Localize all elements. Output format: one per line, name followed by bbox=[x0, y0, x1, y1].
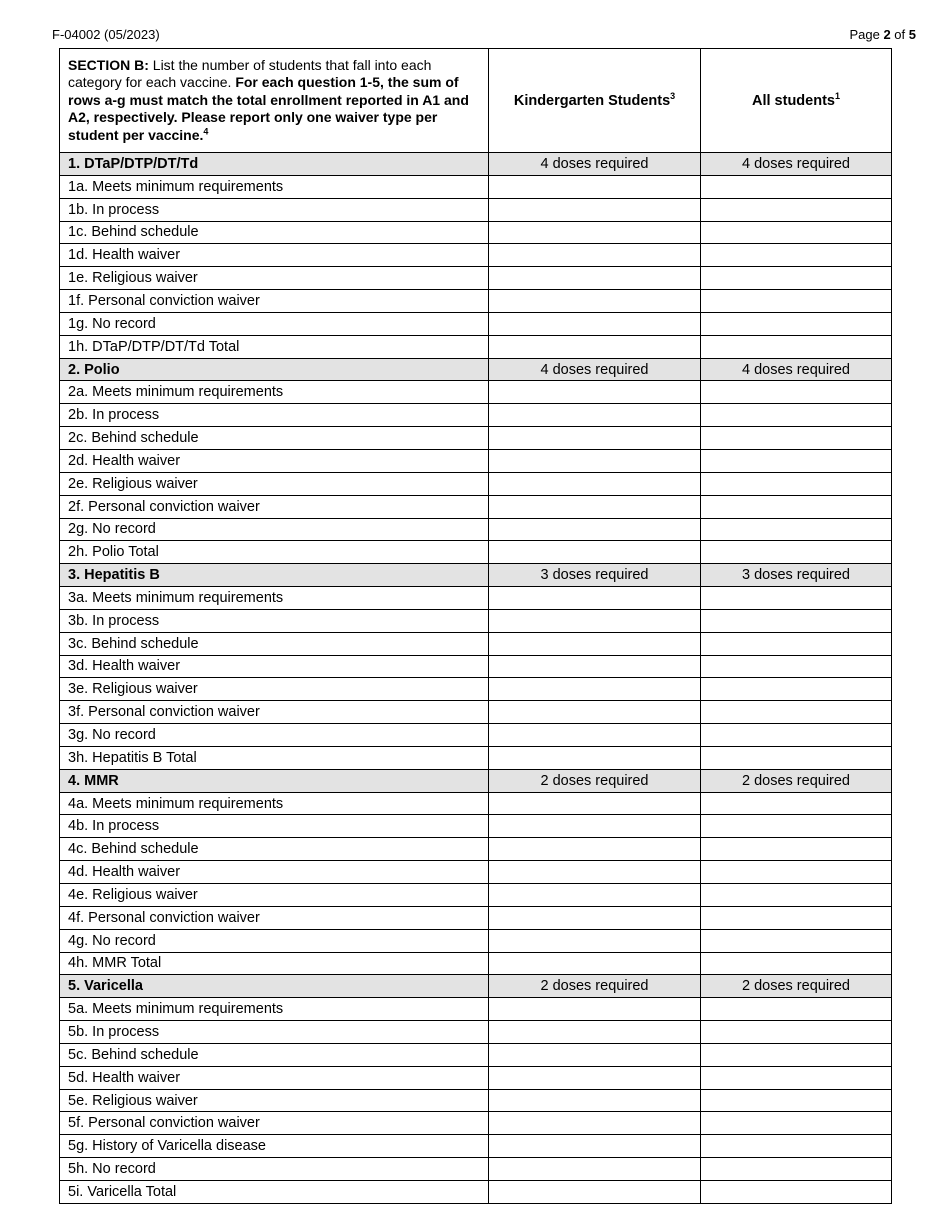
kindergarten-count-field[interactable] bbox=[489, 998, 701, 1021]
category-label: 2g. No record bbox=[60, 518, 489, 541]
all-students-count-field[interactable] bbox=[701, 724, 892, 747]
page-indicator bbox=[849, 27, 916, 42]
category-row bbox=[60, 587, 892, 610]
category-row bbox=[60, 541, 892, 564]
vaccine-title: 3. Hepatitis B bbox=[60, 564, 489, 587]
all-students-count-field[interactable] bbox=[701, 472, 892, 495]
category-label: 3a. Meets minimum requirements bbox=[60, 587, 489, 610]
all-students-count-field[interactable] bbox=[701, 244, 892, 267]
vaccine-section-row bbox=[60, 153, 892, 176]
category-row bbox=[60, 701, 892, 724]
all-students-count-field[interactable] bbox=[701, 335, 892, 358]
vaccine-title: 5. Varicella bbox=[60, 975, 489, 998]
kindergarten-count-field[interactable] bbox=[489, 1066, 701, 1089]
category-label: 5a. Meets minimum requirements bbox=[60, 998, 489, 1021]
category-row bbox=[60, 884, 892, 907]
all-students-count-field[interactable] bbox=[701, 1112, 892, 1135]
all-students-count-field[interactable] bbox=[701, 906, 892, 929]
all-students-count-field[interactable] bbox=[701, 1043, 892, 1066]
all-students-count-field[interactable] bbox=[701, 815, 892, 838]
kindergarten-count-field[interactable] bbox=[489, 1043, 701, 1066]
kindergarten-dose-requirement: 4 doses required bbox=[489, 153, 701, 176]
category-row bbox=[60, 495, 892, 518]
category-row bbox=[60, 678, 892, 701]
column-footnote: 1 bbox=[834, 90, 840, 101]
vaccine-section-row bbox=[60, 358, 892, 381]
kindergarten-count-field[interactable] bbox=[489, 746, 701, 769]
category-row bbox=[60, 815, 892, 838]
page-of: of bbox=[890, 27, 909, 42]
all-students-count-field[interactable] bbox=[701, 632, 892, 655]
all-students-count-field[interactable] bbox=[701, 998, 892, 1021]
kindergarten-count-field[interactable] bbox=[489, 1158, 701, 1181]
all-students-count-field[interactable] bbox=[701, 198, 892, 221]
column-header-all-students bbox=[701, 49, 892, 153]
vaccine-section-row bbox=[60, 769, 892, 792]
kindergarten-count-field[interactable] bbox=[489, 267, 701, 290]
category-label: 4a. Meets minimum requirements bbox=[60, 792, 489, 815]
kindergarten-dose-requirement: 3 doses required bbox=[489, 564, 701, 587]
column-label: Kindergarten Students bbox=[513, 92, 671, 109]
kindergarten-count-field[interactable] bbox=[489, 838, 701, 861]
kindergarten-count-field[interactable] bbox=[489, 792, 701, 815]
kindergarten-count-field[interactable] bbox=[489, 495, 701, 518]
all-students-count-field[interactable] bbox=[701, 929, 892, 952]
category-row bbox=[60, 449, 892, 472]
category-row bbox=[60, 724, 892, 747]
category-row bbox=[60, 221, 892, 244]
kindergarten-count-field[interactable] bbox=[489, 427, 701, 450]
column-header-kindergarten bbox=[489, 49, 701, 153]
kindergarten-count-field[interactable] bbox=[489, 404, 701, 427]
category-label: 3e. Religious waiver bbox=[60, 678, 489, 701]
category-label: 2h. Polio Total bbox=[60, 541, 489, 564]
category-label: 5d. Health waiver bbox=[60, 1066, 489, 1089]
category-row bbox=[60, 335, 892, 358]
category-label: 2b. In process bbox=[60, 404, 489, 427]
category-row bbox=[60, 198, 892, 221]
category-row bbox=[60, 632, 892, 655]
category-row bbox=[60, 472, 892, 495]
kindergarten-count-field[interactable] bbox=[489, 381, 701, 404]
kindergarten-count-field[interactable] bbox=[489, 906, 701, 929]
category-label: 5i. Varicella Total bbox=[60, 1180, 489, 1203]
kindergarten-count-field[interactable] bbox=[489, 815, 701, 838]
category-label: 3g. No record bbox=[60, 724, 489, 747]
category-row bbox=[60, 1021, 892, 1044]
all-students-count-field[interactable] bbox=[701, 701, 892, 724]
category-label: 4c. Behind schedule bbox=[60, 838, 489, 861]
kindergarten-dose-requirement: 2 doses required bbox=[489, 975, 701, 998]
category-label: 2a. Meets minimum requirements bbox=[60, 381, 489, 404]
kindergarten-dose-requirement: 2 doses required bbox=[489, 769, 701, 792]
kindergarten-count-field[interactable] bbox=[489, 1112, 701, 1135]
all-students-count-field[interactable] bbox=[701, 175, 892, 198]
kindergarten-dose-requirement: 4 doses required bbox=[489, 358, 701, 381]
category-row bbox=[60, 427, 892, 450]
column-footnote: 3 bbox=[670, 90, 676, 101]
all-students-count-field[interactable] bbox=[701, 381, 892, 404]
kindergarten-count-field[interactable] bbox=[489, 678, 701, 701]
section-text: List the number of students that fall into each category for each vaccine. bbox=[68, 56, 432, 91]
category-label: 2c. Behind schedule bbox=[60, 427, 489, 450]
category-label: 3f. Personal conviction waiver bbox=[60, 701, 489, 724]
all-students-dose-requirement: 2 doses required bbox=[701, 769, 892, 792]
all-students-count-field[interactable] bbox=[701, 1158, 892, 1181]
kindergarten-count-field[interactable] bbox=[489, 335, 701, 358]
category-label: 2e. Religious waiver bbox=[60, 472, 489, 495]
section-label: SECTION B: bbox=[68, 56, 149, 73]
category-row bbox=[60, 381, 892, 404]
category-row bbox=[60, 1180, 892, 1203]
category-label: 1e. Religious waiver bbox=[60, 267, 489, 290]
all-students-dose-requirement: 4 doses required bbox=[701, 153, 892, 176]
category-label: 1d. Health waiver bbox=[60, 244, 489, 267]
kindergarten-count-field[interactable] bbox=[489, 1021, 701, 1044]
all-students-count-field[interactable] bbox=[701, 746, 892, 769]
all-students-count-field[interactable] bbox=[701, 1180, 892, 1203]
all-students-count-field[interactable] bbox=[701, 655, 892, 678]
category-row bbox=[60, 998, 892, 1021]
kindergarten-count-field[interactable] bbox=[489, 587, 701, 610]
category-label: 3b. In process bbox=[60, 609, 489, 632]
kindergarten-count-field[interactable] bbox=[489, 929, 701, 952]
all-students-count-field[interactable] bbox=[701, 312, 892, 335]
category-row bbox=[60, 861, 892, 884]
all-students-count-field[interactable] bbox=[701, 541, 892, 564]
kindergarten-count-field[interactable] bbox=[489, 518, 701, 541]
all-students-count-field[interactable] bbox=[701, 884, 892, 907]
category-row bbox=[60, 952, 892, 975]
category-row bbox=[60, 609, 892, 632]
all-students-count-field[interactable] bbox=[701, 518, 892, 541]
category-row bbox=[60, 1112, 892, 1135]
kindergarten-count-field[interactable] bbox=[489, 952, 701, 975]
kindergarten-count-field[interactable] bbox=[489, 312, 701, 335]
vaccine-section-row bbox=[60, 975, 892, 998]
category-label: 3d. Health waiver bbox=[60, 655, 489, 678]
kindergarten-count-field[interactable] bbox=[489, 861, 701, 884]
all-students-count-field[interactable] bbox=[701, 290, 892, 313]
category-label: 4f. Personal conviction waiver bbox=[60, 906, 489, 929]
category-label: 4b. In process bbox=[60, 815, 489, 838]
category-label: 4g. No record bbox=[60, 929, 489, 952]
category-row bbox=[60, 290, 892, 313]
form-id: F-04002 (05/2023) bbox=[52, 27, 160, 42]
category-row bbox=[60, 1043, 892, 1066]
category-label: 3c. Behind schedule bbox=[60, 632, 489, 655]
category-label: 2d. Health waiver bbox=[60, 449, 489, 472]
category-row bbox=[60, 312, 892, 335]
kindergarten-count-field[interactable] bbox=[489, 449, 701, 472]
kindergarten-count-field[interactable] bbox=[489, 198, 701, 221]
all-students-count-field[interactable] bbox=[701, 609, 892, 632]
vaccine-title: 2. Polio bbox=[60, 358, 489, 381]
all-students-count-field[interactable] bbox=[701, 449, 892, 472]
page-total: 5 bbox=[908, 27, 916, 42]
vaccine-section-row bbox=[60, 564, 892, 587]
kindergarten-count-field[interactable] bbox=[489, 1180, 701, 1203]
category-label: 5b. In process bbox=[60, 1021, 489, 1044]
section-footnote: 4 bbox=[203, 126, 209, 137]
all-students-count-field[interactable] bbox=[701, 221, 892, 244]
vaccine-title: 4. MMR bbox=[60, 769, 489, 792]
category-row bbox=[60, 267, 892, 290]
category-row bbox=[60, 929, 892, 952]
category-row bbox=[60, 792, 892, 815]
kindergarten-count-field[interactable] bbox=[489, 884, 701, 907]
all-students-count-field[interactable] bbox=[701, 587, 892, 610]
all-students-count-field[interactable] bbox=[701, 792, 892, 815]
category-label: 4h. MMR Total bbox=[60, 952, 489, 975]
category-label: 5h. No record bbox=[60, 1158, 489, 1181]
all-students-count-field[interactable] bbox=[701, 1089, 892, 1112]
category-row bbox=[60, 1135, 892, 1158]
column-label: All students bbox=[752, 92, 835, 109]
kindergarten-count-field[interactable] bbox=[489, 221, 701, 244]
page-number: 2 bbox=[883, 27, 891, 42]
category-label: 1b. In process bbox=[60, 198, 489, 221]
category-label: 4e. Religious waiver bbox=[60, 884, 489, 907]
kindergarten-count-field[interactable] bbox=[489, 541, 701, 564]
all-students-count-field[interactable] bbox=[701, 427, 892, 450]
all-students-dose-requirement: 3 doses required bbox=[701, 564, 892, 587]
vaccine-table bbox=[59, 48, 892, 1204]
all-students-count-field[interactable] bbox=[701, 1066, 892, 1089]
category-label: 1g. No record bbox=[60, 312, 489, 335]
kindergarten-count-field[interactable] bbox=[489, 472, 701, 495]
all-students-count-field[interactable] bbox=[701, 838, 892, 861]
all-students-count-field[interactable] bbox=[701, 678, 892, 701]
kindergarten-count-field[interactable] bbox=[489, 632, 701, 655]
vaccine-title: 1. DTaP/DTP/DT/Td bbox=[60, 153, 489, 176]
kindergarten-count-field[interactable] bbox=[489, 724, 701, 747]
kindergarten-count-field[interactable] bbox=[489, 244, 701, 267]
all-students-count-field[interactable] bbox=[701, 404, 892, 427]
category-row bbox=[60, 404, 892, 427]
all-students-dose-requirement: 4 doses required bbox=[701, 358, 892, 381]
category-label: 1a. Meets minimum requirements bbox=[60, 175, 489, 198]
category-row bbox=[60, 518, 892, 541]
category-label: 2f. Personal conviction waiver bbox=[60, 495, 489, 518]
category-label: 5g. History of Varicella disease bbox=[60, 1135, 489, 1158]
category-row bbox=[60, 1089, 892, 1112]
section-header-row bbox=[60, 49, 892, 153]
category-row bbox=[60, 244, 892, 267]
kindergarten-count-field[interactable] bbox=[489, 701, 701, 724]
category-row bbox=[60, 175, 892, 198]
category-label: 1c. Behind schedule bbox=[60, 221, 489, 244]
all-students-count-field[interactable] bbox=[701, 495, 892, 518]
category-label: 1h. DTaP/DTP/DT/Td Total bbox=[60, 335, 489, 358]
kindergarten-count-field[interactable] bbox=[489, 655, 701, 678]
kindergarten-count-field[interactable] bbox=[489, 1135, 701, 1158]
page-prefix: Page bbox=[849, 27, 884, 42]
all-students-count-field[interactable] bbox=[701, 1135, 892, 1158]
kindergarten-count-field[interactable] bbox=[489, 609, 701, 632]
category-row bbox=[60, 1066, 892, 1089]
section-instructions bbox=[60, 49, 489, 153]
all-students-count-field[interactable] bbox=[701, 952, 892, 975]
all-students-dose-requirement: 2 doses required bbox=[701, 975, 892, 998]
kindergarten-count-field[interactable] bbox=[489, 175, 701, 198]
category-label: 5c. Behind schedule bbox=[60, 1043, 489, 1066]
section-bold-text: For each question 1-5, the sum of rows a-g must match the total enrollment reported in A1 and A2, respectively. Please report only one waiver type per student per vaccine. bbox=[68, 74, 469, 143]
all-students-count-field[interactable] bbox=[701, 267, 892, 290]
category-row bbox=[60, 746, 892, 769]
category-label: 5f. Personal conviction waiver bbox=[60, 1112, 489, 1135]
kindergarten-count-field[interactable] bbox=[489, 290, 701, 313]
category-row bbox=[60, 1158, 892, 1181]
all-students-count-field[interactable] bbox=[701, 1021, 892, 1044]
all-students-count-field[interactable] bbox=[701, 861, 892, 884]
kindergarten-count-field[interactable] bbox=[489, 1089, 701, 1112]
category-label: 5e. Religious waiver bbox=[60, 1089, 489, 1112]
category-label: 4d. Health waiver bbox=[60, 861, 489, 884]
category-row bbox=[60, 906, 892, 929]
category-row bbox=[60, 655, 892, 678]
category-label: 3h. Hepatitis B Total bbox=[60, 746, 489, 769]
category-row bbox=[60, 838, 892, 861]
category-label: 1f. Personal conviction waiver bbox=[60, 290, 489, 313]
